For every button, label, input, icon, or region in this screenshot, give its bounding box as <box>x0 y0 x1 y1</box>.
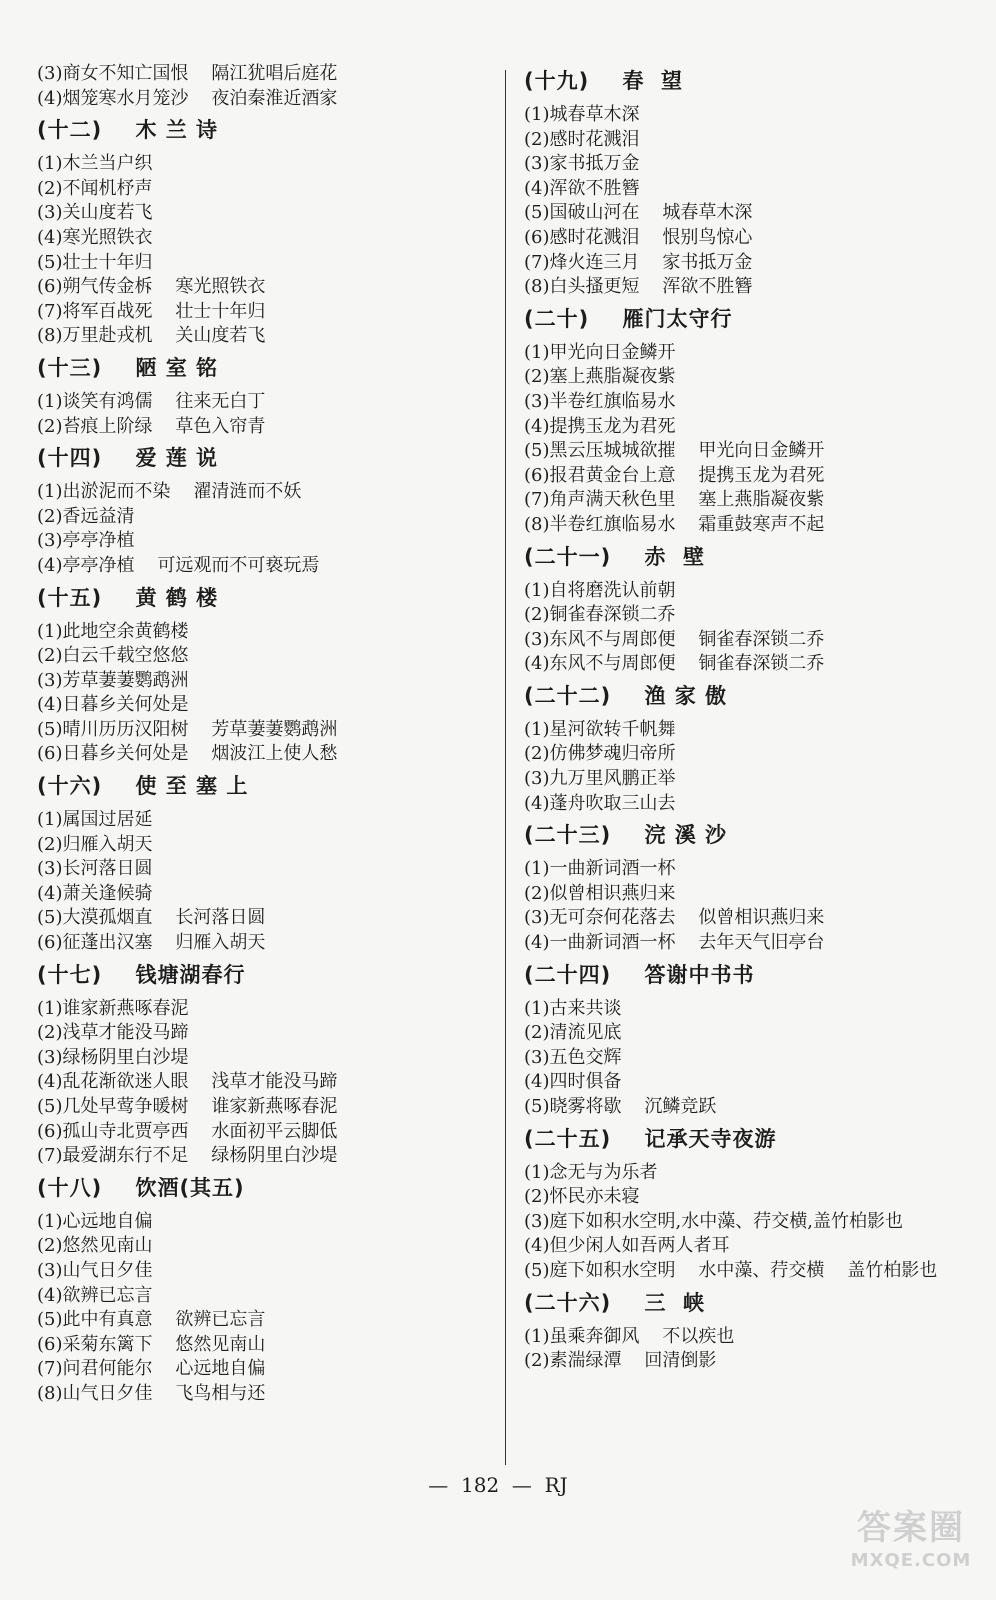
answer-line: (3)半卷红旗临易水 <box>524 390 676 412</box>
answer-line: (7)问君何能尔 心远地自偏 <box>37 1358 266 1380</box>
left-sections <box>37 116 477 1406</box>
poem-section <box>524 821 974 955</box>
answer-line: (2)仿佛梦魂归帝所 <box>524 743 676 765</box>
answer-line: (4)浑欲不胜簪 <box>524 177 640 199</box>
answer-line: (4)乱花渐欲迷人眼 浅草才能没马蹄 <box>37 1071 338 1093</box>
answer-line: (1)谈笑有鸿儒 往来无白丁 <box>37 390 266 412</box>
section-title: (二十五) 记承天寺夜游 <box>524 1126 777 1151</box>
poem-section <box>37 584 477 768</box>
section-title: (十二) 木 兰 诗 <box>37 118 219 143</box>
answer-line: (5)晴川历历汉阳树 芳草萋萋鹦鹉洲 <box>37 718 338 740</box>
answer-line: (1)自将磨洗认前朝 <box>524 579 676 601</box>
answer-line: (5)国破山河在 城春草木深 <box>524 202 753 224</box>
answer-line: (2)清流见底 <box>524 1022 622 1044</box>
answer-line: (4)东风不与周郎便 铜雀春深锁二乔 <box>524 653 825 675</box>
answer-line: (2)香远益清 <box>37 505 135 527</box>
poem-section <box>37 116 477 349</box>
answer-line: (5)黑云压城城欲摧 甲光向日金鳞开 <box>524 440 825 462</box>
answer-line: (5)此中有真意 欲辨已忘言 <box>37 1309 266 1331</box>
section-title: (十七) 钱塘湖春行 <box>37 962 246 987</box>
section-title: (二十二) 渔 家 傲 <box>524 683 728 708</box>
watermark-logo-text: 答案圈 <box>857 1508 965 1548</box>
section-title: (十八) 饮酒(其五) <box>37 1175 245 1200</box>
section-title: (二十三) 浣 溪 沙 <box>524 823 728 848</box>
poem-section <box>524 543 974 677</box>
answer-line: (8)半卷红旗临易水 霜重鼓寒声不起 <box>524 513 825 535</box>
answer-line: (1)此地空余黄鹤楼 <box>37 620 189 642</box>
left-intro-lines <box>37 62 477 111</box>
answer-line: (4)欲辨已忘言 <box>37 1284 153 1306</box>
poem-section <box>37 772 477 956</box>
answer-line: (4)寒光照铁衣 <box>37 226 153 248</box>
answer-line: (3)庭下如积水空明,水中藻、荇交横,盖竹柏影也 <box>524 1210 903 1232</box>
answer-line: (5)几处早莺争暖树 谁家新燕啄春泥 <box>37 1096 338 1117</box>
section-title: (十四) 爱 莲 说 <box>37 446 219 471</box>
answer-line: (1)星河欲转千帆舞 <box>524 718 676 740</box>
left-column <box>37 62 477 1407</box>
section-title: (十六) 使 至 塞 上 <box>37 774 249 799</box>
answer-line: (1)出淤泥而不染 濯清涟而不妖 <box>37 481 302 503</box>
answer-line: (3)家书抵万金 <box>524 153 640 175</box>
answer-line: (6)感时花溅泪 恨别鸟惊心 <box>524 226 753 248</box>
answer-line: (2)悠然见南山 <box>37 1235 153 1257</box>
poem-section <box>524 1289 974 1374</box>
answer-line: (1)念无与为乐者 <box>524 1161 658 1183</box>
answer-line: (5)壮士十年归 <box>37 251 153 273</box>
section-title: (十九) 春 望 <box>524 69 684 93</box>
answer-line: (8)白头搔更短 浑欲不胜簪 <box>524 276 753 298</box>
answer-line: (2)怀民亦未寝 <box>524 1186 640 1208</box>
watermark-logo <box>836 1506 986 1588</box>
poem-section <box>524 67 974 300</box>
answer-line: (2)似曾相识燕归来 <box>524 882 676 904</box>
answer-line: (3)关山度若飞 <box>37 202 153 224</box>
answer-line: (4)蓬舟吹取三山去 <box>524 792 676 814</box>
answer-line: (1)一曲新词酒一杯 <box>524 858 676 880</box>
answer-line: (8)山气日夕佳 飞鸟相与还 <box>37 1382 266 1404</box>
answer-line: (1)城春草木深 <box>524 104 640 125</box>
watermark-url: MXQE.COM <box>850 1550 972 1571</box>
answer-line: (3)五色交辉 <box>524 1046 622 1068</box>
poem-section <box>37 961 477 1169</box>
page-footer: — 182 — RJ <box>428 1473 568 1497</box>
answer-line: (3)九万里风鹏正举 <box>524 768 676 790</box>
poem-section <box>37 354 477 439</box>
column-divider <box>505 70 506 1465</box>
answer-line: (5)大漠孤烟直 长河落日圆 <box>37 907 266 929</box>
answer-line: (3)芳草萋萋鹦鹉洲 <box>37 669 189 691</box>
answer-line: (1)心远地自偏 <box>37 1210 153 1232</box>
answer-line: (2)浅草才能没马蹄 <box>37 1022 189 1044</box>
answer-line: (2)铜雀春深锁二乔 <box>524 604 676 626</box>
answer-line: (3)山气日夕佳 <box>37 1259 153 1281</box>
answer-line: (3)无可奈何花落去 似曾相识燕归来 <box>524 907 825 929</box>
section-title: (二十) 雁门太守行 <box>524 306 733 331</box>
answer-line: (1)古来共谈 <box>524 997 622 1019</box>
answer-line: (2)白云千载空悠悠 <box>37 645 189 667</box>
answer-line: (7)烽火连三月 家书抵万金 <box>524 251 753 273</box>
answer-line: (1)属国过居延 <box>37 809 153 831</box>
answer-line: (6)孤山寺北贾亭西 水面初平云脚低 <box>37 1120 338 1142</box>
right-sections <box>524 67 974 1374</box>
answer-line: (2)归雁入胡天 <box>37 833 153 855</box>
answer-line: (3)亭亭净植 <box>37 530 135 552</box>
section-title: (十三) 陋 室 铭 <box>37 355 219 380</box>
poem-section <box>524 961 974 1120</box>
answer-line: (3)东风不与周郎便 铜雀春深锁二乔 <box>524 628 825 650</box>
section-title: (二十四) 答谢中书书 <box>524 962 755 987</box>
answer-line: (1)木兰当户织 <box>37 153 153 175</box>
section-title: (二十六) 三 峡 <box>524 1290 706 1315</box>
answer-line: (7)最爱湖东行不足 绿杨阴里白沙堤 <box>37 1145 338 1167</box>
answer-line: (1)谁家新燕啄春泥 <box>37 997 189 1019</box>
answer-line: (4)亭亭净植 可远观而不可亵玩焉 <box>37 554 320 576</box>
answer-line: (2)塞上燕脂凝夜紫 <box>524 366 676 388</box>
answer-line: (4)但少闲人如吾两人者耳 <box>524 1235 730 1257</box>
answer-line: (2)苔痕上阶绿 草色入帘青 <box>37 415 266 437</box>
answer-line: (1)甲光向日金鳞开 <box>524 341 676 363</box>
answer-line: (4)日暮乡关何处是 <box>37 694 189 716</box>
answer-line: (2)素湍绿潭 回清倒影 <box>524 1350 717 1372</box>
poem-section <box>37 444 477 578</box>
answer-line: (4)四时俱备 <box>524 1071 622 1093</box>
poem-section <box>524 1125 974 1284</box>
poem-section <box>37 1174 477 1407</box>
answer-line: (6)日暮乡关何处是 烟波江上使人愁 <box>37 743 338 765</box>
answer-line: (2)感时花溅泪 <box>524 128 640 150</box>
answer-line: (5)庭下如积水空明 水中藻、荇交横 盖竹柏影也 <box>524 1259 938 1281</box>
answer-line: (4)烟笼寒水月笼沙 夜泊秦淮近酒家 <box>37 87 338 109</box>
answer-line: (2)不闻机杼声 <box>37 177 153 199</box>
answer-line: (6)采菊东篱下 悠然见南山 <box>37 1333 266 1355</box>
answer-line: (7)将军百战死 壮士十年归 <box>37 300 266 322</box>
answer-line: (3)绿杨阴里白沙堤 <box>37 1046 189 1068</box>
answer-line: (6)征蓬出汉塞 归雁入胡天 <box>37 932 266 954</box>
answer-line: (4)萧关逢候骑 <box>37 882 153 904</box>
answer-line: (5)晓雾将歇 沉鳞竞跃 <box>524 1096 717 1117</box>
answer-line: (4)提携玉龙为君死 <box>524 415 676 437</box>
section-title: (二十一) 赤 壁 <box>524 544 706 569</box>
answer-line: (1)虽乘奔御风 不以疾也 <box>524 1325 735 1347</box>
poem-section <box>524 305 974 538</box>
poem-section <box>524 682 974 816</box>
section-title: (十五) 黄 鹤 楼 <box>37 585 219 610</box>
answer-line: (6)报君黄金台上意 提携玉龙为君死 <box>524 464 825 486</box>
answer-line: (3)长河落日圆 <box>37 858 153 880</box>
right-column <box>524 62 974 1374</box>
answer-line: (3)商女不知亡国恨 隔江犹唱后庭花 <box>37 63 338 84</box>
answer-line: (7)角声满天秋色里 塞上燕脂凝夜紫 <box>524 489 825 511</box>
answer-line: (8)万里赴戎机 关山度若飞 <box>37 325 266 347</box>
answer-line: (4)一曲新词酒一杯 去年天气旧亭台 <box>524 932 825 954</box>
answer-line: (6)朔气传金柝 寒光照铁衣 <box>37 276 266 298</box>
